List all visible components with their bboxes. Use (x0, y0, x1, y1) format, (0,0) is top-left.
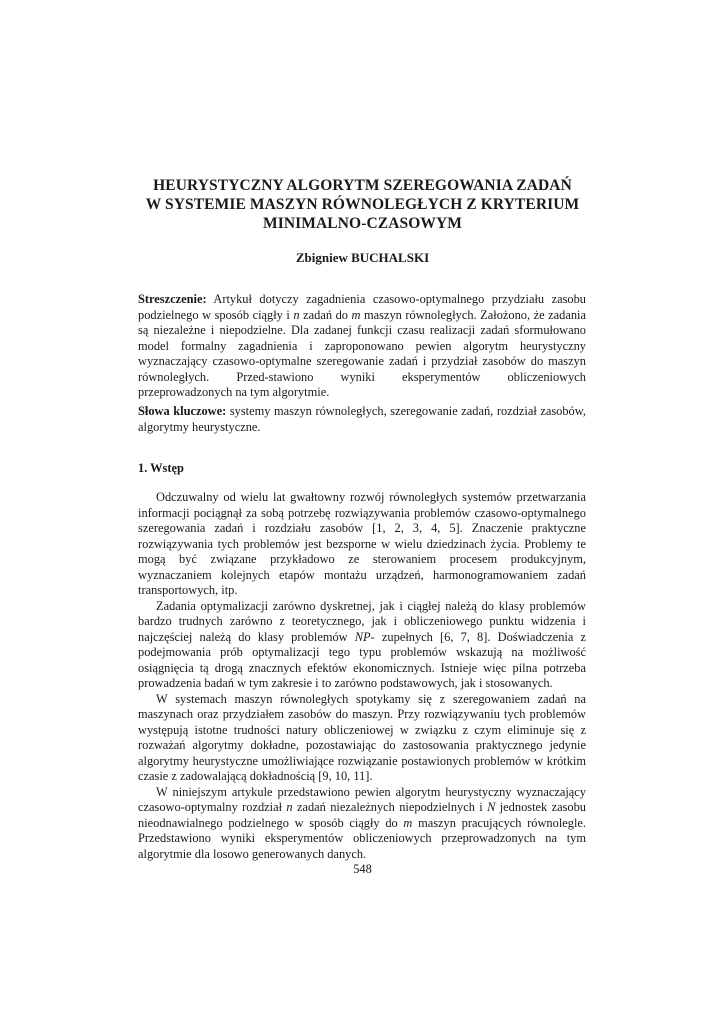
paragraph-4-text-a: W niniejszym artykule przedstawiono pewien algorytm heurystyczny wyznaczający czasowo-optymalny rozdział (138, 784, 586, 814)
keywords (138, 404, 586, 435)
title-line-1: HEURYSTYCZNY ALGORYTM SZEREGOWANIA ZADAŃ (153, 177, 572, 194)
paragraph-4-var-m: m (403, 815, 413, 830)
paragraph-4 (138, 785, 586, 863)
abstract-var-m: m (351, 307, 361, 322)
section-body (138, 490, 586, 862)
abstract-text-2: zadań do (299, 307, 352, 322)
paragraph-2-text-b: - zupełnych [6, 7, 8]. Doświadczenia z podejmowania prób optymalizacji tego typu problemów wskazują na możliwość osiągnięcia tą drogą znacznych efektów ekonomicznych. Istnieje więc pilna potrzeba prowadzenia badań w tym zakresie i to zarówno podstawowych, jak i stosowanych. (138, 629, 586, 690)
paragraph-3: W systemach maszyn równoległych spotykamy się z szeregowaniem zadań na maszynach oraz przydziałem zasobów do maszyn. Przy rozwiązywaniu tych problemów występują istotne trudności natury obliczeniowej w związku z czym eliminuje się z rozważań algorytmy dokładne, pozostawiając do zastosowania praktycznego jedynie algorytmy heurystyczne umożliwiające rozwiązanie postawionych problemów w krótkim czasie z zadowalającą dokładnością [9, 10, 11]. (138, 691, 586, 783)
paragraph-2 (138, 599, 586, 692)
title-line-2: W SYSTEMIE MASZYN RÓWNOLEGŁYCH Z KRYTERIUM (145, 196, 580, 213)
author-name: Zbigniew BUCHALSKI (295, 250, 430, 265)
abstract-text-1: Artykuł dotyczy zagadnienia czasowo-optymalnego przydziału zasobu podzielnego w sposób ciągły i (138, 292, 586, 322)
paragraph-4-text-c: jednostek zasobu nieodnawialnego podzielnego w sposób ciągły do (138, 800, 586, 830)
paragraph-4-text-d: maszyn pracujących równolegle. Przedstawiono wyniki eksperymentów obliczeniowych przeprowadzonych na tym algorytmie dla losowo generowanych danych. (138, 815, 586, 861)
paragraph-4-var-N: N (487, 800, 496, 814)
section-heading: 1. Wstęp (138, 461, 184, 475)
paragraph-4-text-b: zadań niezależnych niepodzielnych i (292, 800, 488, 814)
abstract-var-n: n (293, 307, 300, 322)
paragraph-1: Odczuwalny od wielu lat gwałtowny rozwój równoległych systemów przetwarzania informacji pociągnął za sobą potrzebę rozwiązywania problemów czasowo-optymalnego szeregowania zadań i rozdziału zasobów [1, 2, 3, 4, 5]. Znaczenie praktyczne rozwiązywania tych problemów jest bezsporne w wielu dziedzinach życia. Problemy te mogą być związane przykładowo ze sterowaniem procesem produkcyjnym, wyznaczaniem kolejnych etapów montażu urządzeń, harmonogramowaniem zadań transportowych, itp. (138, 490, 586, 597)
abstract (138, 292, 586, 401)
keywords-text: systemy maszyn równoległych, szeregowanie zadań, rozdział zasobów, algorytmy heurystyczne. (138, 404, 586, 434)
paragraph-2-np: NP (354, 629, 371, 644)
title-line-3: MINIMALNO-CZASOWYM (263, 215, 462, 232)
abstract-label: Streszczenie: (138, 292, 207, 306)
paragraph-2-text-a: Zadania optymalizacji zarówno dyskretnej, jak i ciągłej należą do klasy problemów bardzo trudnych zarówno z teoretycznego, jak i obliczeniowego punktu widzenia i najczęściej należą do klasy problemów (138, 598, 586, 644)
paragraph-4-var-n: n (286, 800, 293, 814)
page-number: 548 (353, 862, 372, 876)
keywords-label: Słowa kluczowe: (138, 404, 227, 418)
abstract-text-3: maszyn równoległych. Założono, że zadania są niezależne i niepodzielne. Dla zadanej funkcji czasu realizacji zadań sformułowano model formalny zagadnienia i zaproponowano pewien algorytm heurystyczny wyznaczający czasowo-optymalne szeregowanie zadań i przydział zasobów do maszyn równoległych. Przed-stawiono wyniki eksperymentów obliczeniowych przeprowadzonych na tym algorytmie. (138, 307, 586, 399)
paper-title (100, 176, 625, 233)
